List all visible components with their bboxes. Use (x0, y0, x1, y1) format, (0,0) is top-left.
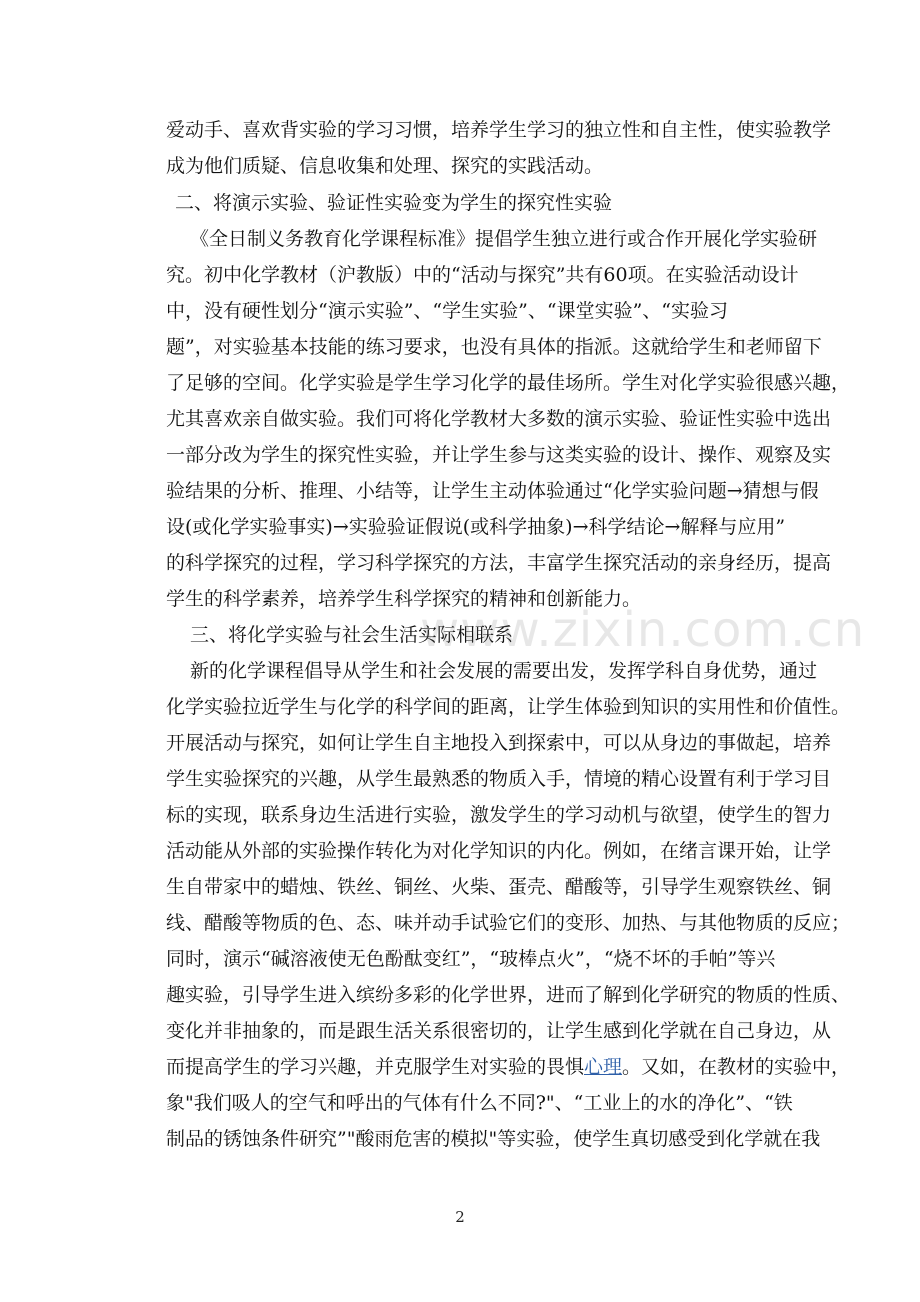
paragraph-line: 成为他们质疑、信息收集和处理、探究的实践活动。 (166, 155, 604, 177)
paragraph-line (166, 1049, 851, 1085)
paragraph-line: 尤其喜欢亲自做实验。我们可将化学教材大多数的演示实验、验证性实验中选出 (166, 408, 832, 430)
paragraph-line: 制品的锈蚀条件研究”"酸雨危害的模拟"等实验，使学生真切感受到化学就在我 (166, 1128, 821, 1150)
paragraph-line: 新的化学课程倡导从学生和社会发展的需要出发，发挥学科自身优势，通过 (190, 660, 818, 682)
paragraph-line: 同时，演示“碱溶液使无色酚酞变红”，“玻棒点火”，“烧不坏的手帕”等兴 (166, 948, 776, 970)
paragraph-line: 线、醋酸等物质的色、态、味并动手试验它们的变形、加热、与其他物质的反应； (166, 912, 851, 934)
paragraph-line: 标的实现，联系身边生活进行实验，激发学生的学习动机与欲望，使学生的智力 (166, 804, 832, 826)
paragraph-line: 的科学探究的过程，学习科学探究的方法，丰富学生探究活动的亲身经历，提高 (166, 552, 832, 574)
watermark: www.zixin.com.cn (420, 602, 866, 658)
paragraph-line: 象"我们吸人的空气和呼出的气体有什么不同?"、“工业上的水的净化”、“铁 (166, 1092, 793, 1114)
paragraph-line: 化学实验拉近学生与化学的科学间的距离，让学生体验到知识的实用性和价值性。 (166, 696, 851, 718)
paragraph-line: 《全日制义务教育化学课程标准》提倡学生独立进行或合作开展化学实验研 (190, 228, 818, 250)
page-number: 2 (455, 1208, 465, 1226)
paragraph-line: 学生的科学素养，培养学生科学探究的精神和创新能力。 (166, 588, 642, 610)
section-heading-3: 三、将化学实验与社会生活实际相联系 (190, 624, 514, 646)
section-heading-2: 二、将演示实验、验证性实验变为学生的探究性实验 (175, 192, 613, 214)
paragraph-line: 设(或化学实验事实)→实验验证假说(或科学抽象)→科学结论→解释与应用” (166, 516, 786, 538)
paragraph-line: 了足够的空间。化学实验是学生学习化学的最佳场所。学生对化学实验很感兴趣， (166, 372, 851, 394)
paragraph-line: 究。初中化学教材（沪教版）中的“活动与探究”共有60项。在实验活动设计 (166, 264, 799, 286)
paragraph-line: 一部分改为学生的探究性实验，并让学生参与这类实验的设计、操作、观察及实 (166, 444, 832, 466)
line-text: 。又如，在教材的实验中， (622, 1056, 851, 1078)
paragraph-line: 趣实验，引导学生进入缤纷多彩的化学世界，进而了解到化学研究的物质的性质、 (166, 984, 851, 1006)
paragraph-line: 开展活动与探究，如何让学生自主地投入到探索中，可以从身边的事做起，培养 (166, 732, 832, 754)
line-text: 而提高学生的学习兴趣，并克服学生对实验的畏惧 (166, 1056, 585, 1078)
paragraph-line: 生自带家中的蜡烛、铁丝、铜丝、火柴、蛋壳、醋酸等，引导学生观察铁丝、铜 (166, 876, 832, 898)
paragraph-line: 验结果的分析、推理、小结等，让学生主动体验通过“化学实验问题→猜想与假 (166, 480, 819, 502)
psychology-link[interactable]: 心理 (584, 1056, 623, 1078)
paragraph-line: 活动能从外部的实验操作转化为对化学知识的内化。例如，在绪言课开始，让学 (166, 840, 832, 862)
paragraph-line: 学生实验探究的兴趣，从学生最熟悉的物质入手，情境的精心设置有利于学习目 (166, 768, 832, 790)
paragraph-line: 题”，对实验基本技能的练习要求，也没有具体的指派。这就给学生和老师留下 (166, 336, 822, 358)
paragraph-line: 爱动手、喜欢背实验的学习习惯，培养学生学习的独立性和自主性，使实验教学 (166, 119, 832, 141)
paragraph-line: 变化并非抽象的，而是跟生活关系很密切的，让学生感到化学就在自己身边，从 (166, 1020, 832, 1042)
paragraph-line: 中，没有硬性划分“演示实验”、“学生实验”、“课堂实验”、“实验习 (166, 300, 728, 322)
